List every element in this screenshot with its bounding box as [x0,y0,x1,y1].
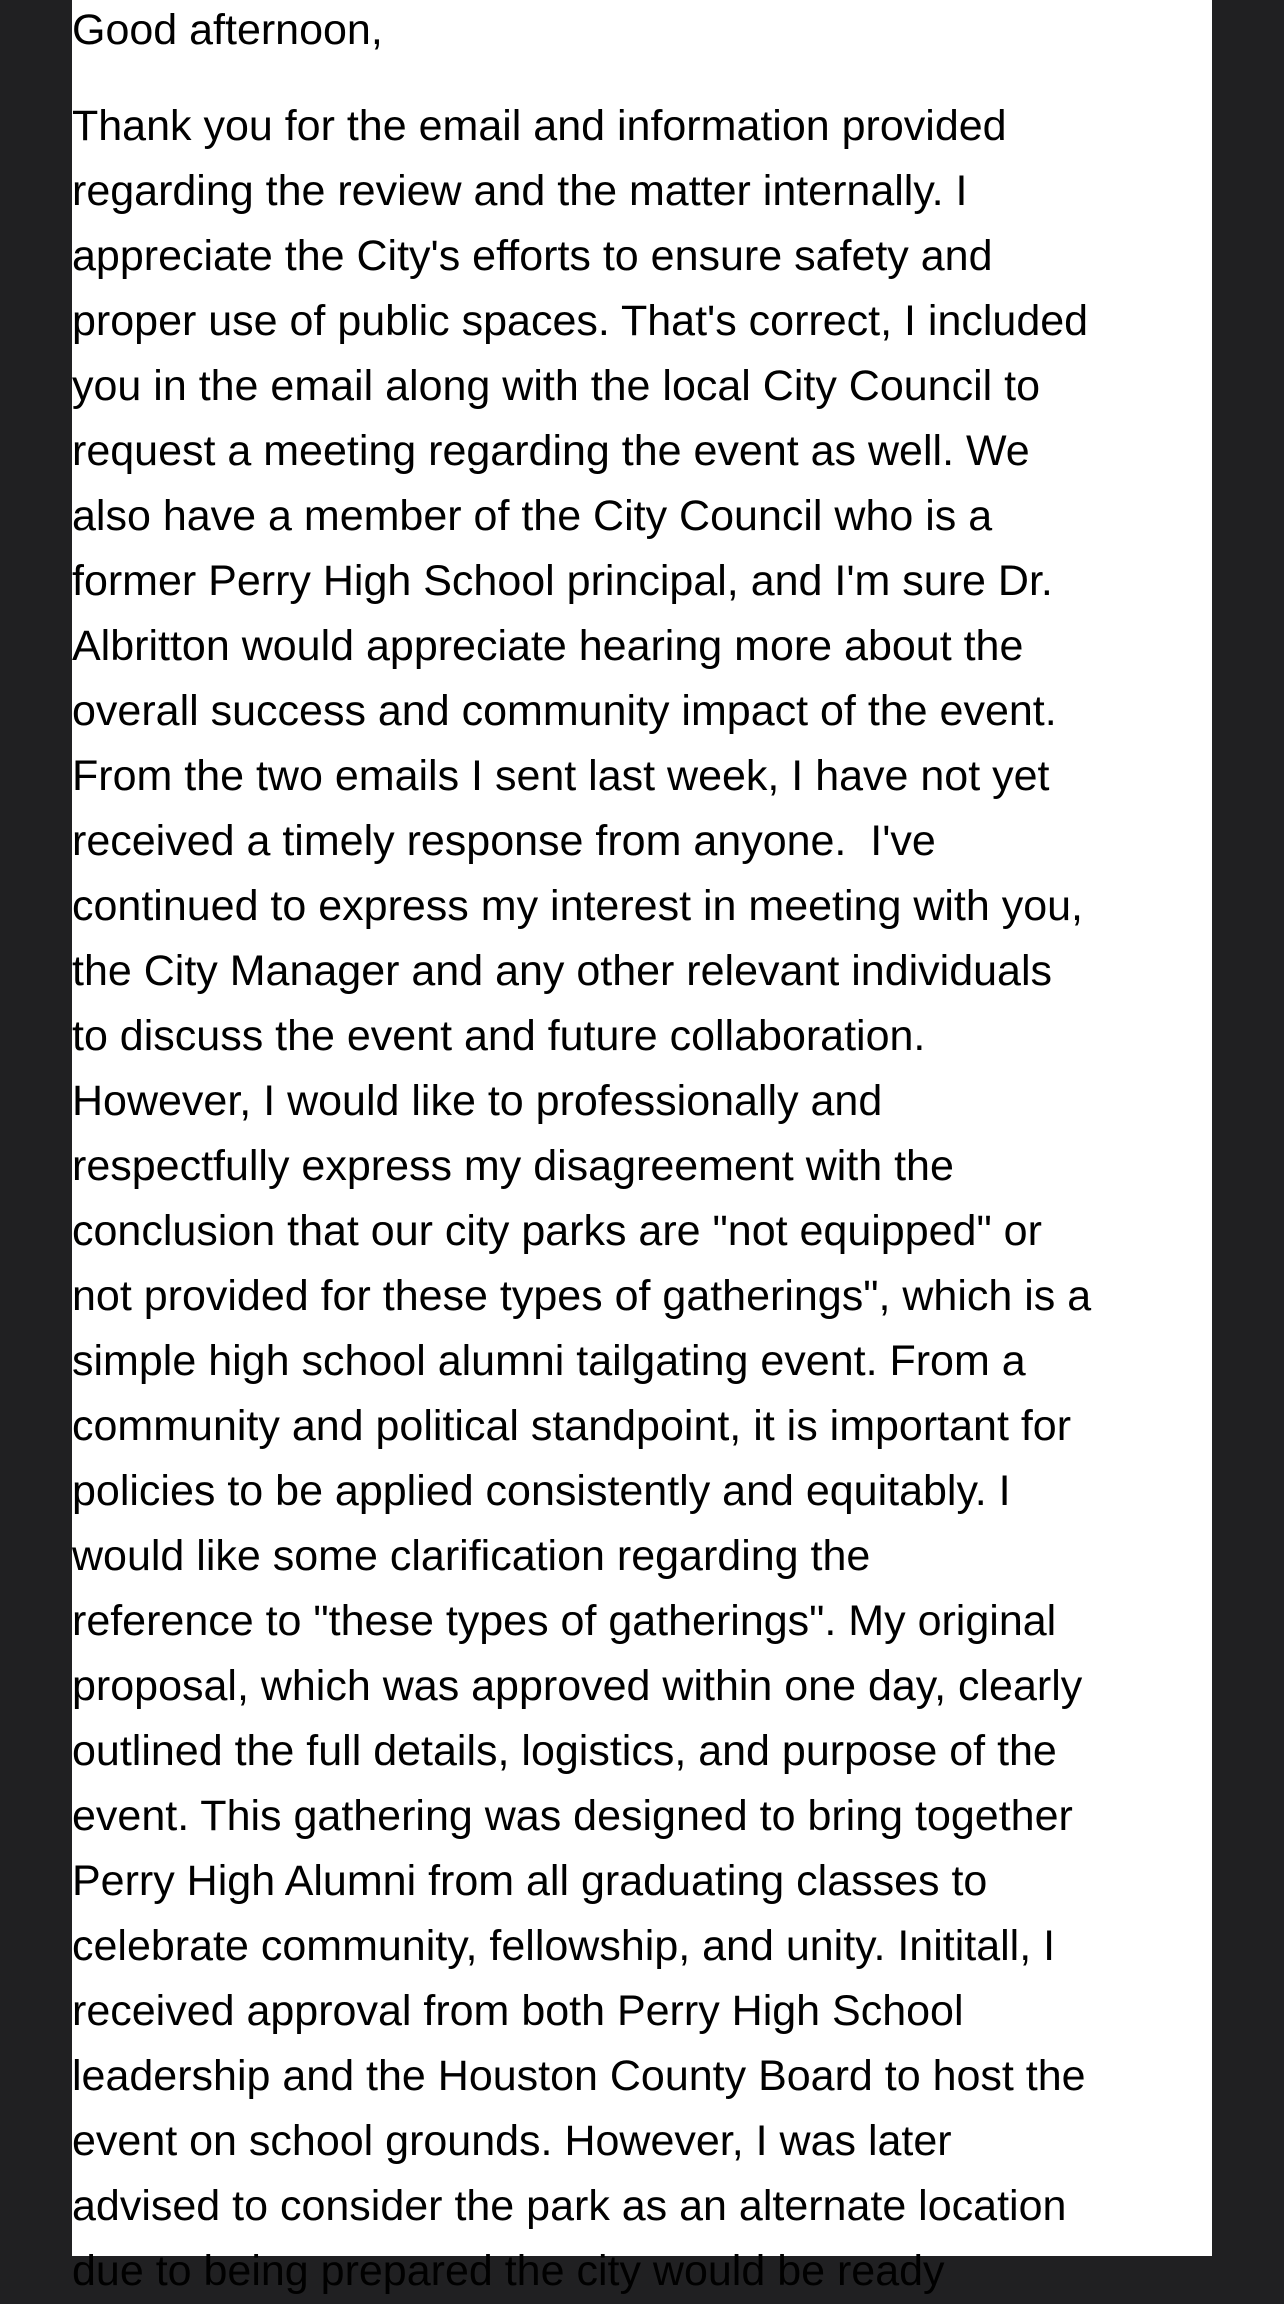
text-line: would like some clarification regarding the [72,1532,871,1580]
text-line: simple high school alumni tailgating event. From a [72,1337,1026,1385]
text-line: leadership and the Houston County Board to host the [72,2052,1086,2100]
text-line: Thank you for the email and information provided [72,102,1007,150]
text-line: community and political standpoint, it is important for [72,1402,1072,1450]
text-line: However, I would like to professionally and [72,1077,883,1125]
text-line: also have a member of the City Council who is a [72,492,993,540]
text-line: regarding the review and the matter internally. I [72,167,968,215]
text-line: Perry High Alumni from all graduating classes to [72,1857,988,1905]
text-line: to discuss the event and future collaboration. [72,1012,926,1060]
email-body[interactable] [72,0,1212,2295]
text-line: former Perry High School principal, and I'm sure Dr. [72,557,1053,605]
text-line: conclusion that our city parks are "not equipped" or [72,1207,1042,1255]
text-line: the City Manager and any other relevant individuals [72,947,1053,995]
email-greeting: Good afternoon, [72,6,383,54]
text-line: proposal, which was approved within one day, clearly [72,1662,1083,1710]
text-line: overall success and community impact of the event. [72,687,1057,735]
text-line: event. This gathering was designed to bring together [72,1792,1073,1840]
text-line: reference to "these types of gatherings". My original [72,1597,1057,1645]
text-line: advised to consider the park as an alternate location [72,2182,1067,2230]
text-line: continued to express my interest in meeting with you, [72,882,1084,930]
text-line: respectfully express my disagreement with the [72,1142,954,1190]
text-line: appreciate the City's efforts to ensure safety and [72,232,993,280]
text-line: proper use of public spaces. That's correct, I included [72,297,1089,345]
text-line: celebrate community, fellowship, and unity. Inititall, I [72,1922,1056,1970]
text-line: Albritton would appreciate hearing more about the [72,622,1024,670]
text-line-cut-off: due to being prepared the city would be ready [72,2247,945,2295]
text-line: policies to be applied consistently and equitably. I [72,1467,1011,1515]
text-line: not provided for these types of gatherings", which is a [72,1272,1092,1320]
text-line: request a meeting regarding the event as well. We [72,427,1030,475]
text-line: outlined the full details, logistics, and purpose of the [72,1727,1057,1775]
text-line: received approval from both Perry High School [72,1987,964,2035]
email-paragraph [72,94,1142,2304]
text-line: you in the email along with the local City Council to [72,362,1041,410]
email-text [72,0,1142,2304]
text-line: From the two emails I sent last week, I have not yet [72,752,1050,800]
text-line: received a timely response from anyone. I've [72,817,936,865]
text-line: event on school grounds. However, I was later [72,2117,952,2165]
